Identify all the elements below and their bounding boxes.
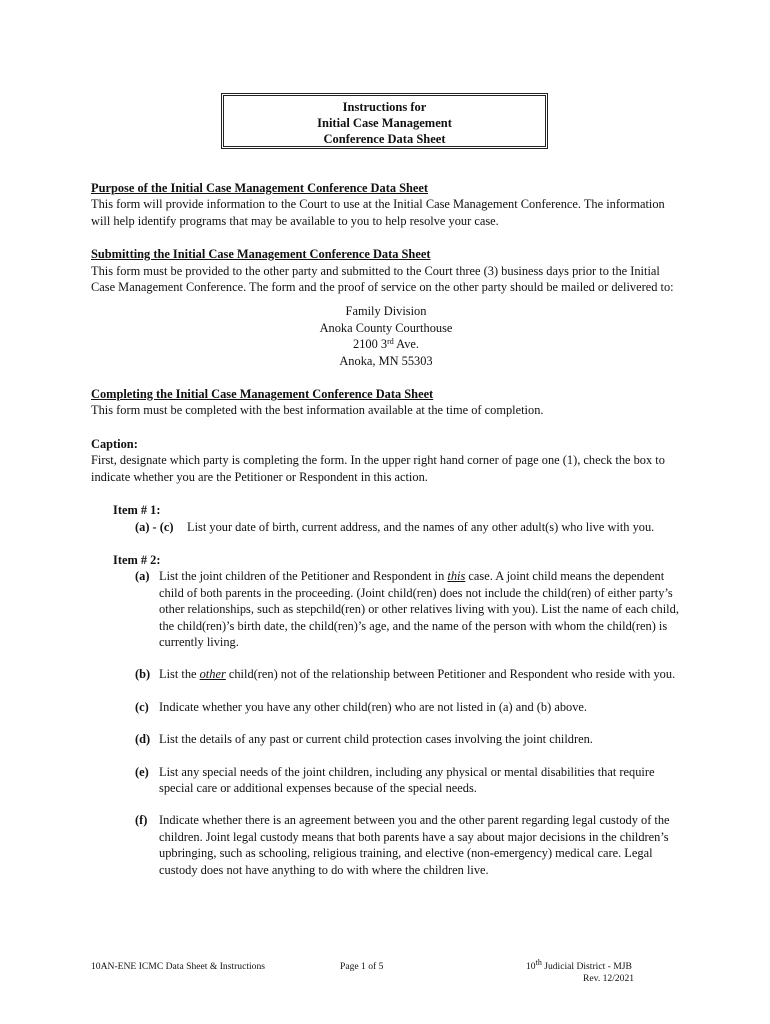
item-2b-label: (b) (135, 667, 151, 682)
item-2a-text: List the joint children of the Petitioner and Respondent in this case. A joint child means the dependent child of both parents in the proceeding. (Joint child(ren) does not include the child(ren) of either party’s other relationships, such as stepchild(ren) or other relatives living with you). List the name of each child, the child(ren)’s birth date, the child(ren)’s age, and the name of the person with whom the child(ren) is currently living. (159, 569, 679, 649)
title-line-1: Instructions for (342, 100, 427, 114)
item-2d-label: (d) (135, 732, 151, 747)
completing-section (91, 386, 681, 419)
item-2a (91, 568, 681, 650)
item-2d (91, 731, 681, 747)
caption-heading: Caption: (91, 436, 138, 451)
purpose-text: This form will provide information to the Court to use at the Initial Case Management Conference. The information will help identify programs that may be available to you to help resolve your case. (91, 197, 665, 228)
title-box (221, 93, 548, 149)
item-2b-text: List the other child(ren) not of the relationship between Petitioner and Respondent who reside with you. (159, 667, 676, 682)
item-1-title: Item # 1: (113, 503, 161, 518)
address-line-3: 2100 3rd Ave. (353, 337, 419, 352)
title-line-2: Initial Case Management (317, 116, 452, 130)
purpose-heading: Purpose of the Initial Case Management Conference Data Sheet (91, 181, 429, 195)
footer-page-number: Page 1 of 5 (340, 961, 384, 972)
footer-district: 10th Judicial District - MJB (526, 958, 632, 972)
address-line-1: Family Division (345, 304, 427, 319)
submitting-text: This form must be provided to the other party and submitted to the Court three (3) business days prior to the Initial Case Management Conference. The form and the proof of service on the other party should be mailed or delivered to: (91, 263, 674, 295)
item-2 (113, 552, 681, 878)
caption-section (91, 436, 681, 485)
item-2e-label: (e) (135, 764, 149, 779)
item-2f (91, 812, 681, 878)
item-2c (91, 699, 681, 715)
item-2b (91, 666, 681, 682)
completing-text: This form must be completed with the best information available at the time of completion. (91, 403, 544, 418)
footer-revision: Rev. 12/2021 (583, 973, 635, 984)
item-2a-label: (a) (135, 569, 150, 584)
item-2e-text: List any special needs of the joint children, including any physical or mental disabilities that require special care or additional expenses because of the special needs. (159, 764, 655, 795)
address-line-2: Anoka County Courthouse (319, 320, 453, 335)
item-1-label: (a) - (c) (135, 519, 174, 534)
submitting-section (91, 246, 681, 369)
item-2f-text: Indicate whether there is an agreement between you and the other parent regarding legal custody of the children. Joint legal custody means that both parents have a say about major decisions in the children’s upbringing, such as schooling, religious training, and elective (non-emergency) medical care. Legal custody does not have anything to do with where the children live. (159, 813, 670, 877)
item-2-title: Item # 2: (113, 552, 161, 567)
footer-form-id: 10AN-ENE ICMC Data Sheet & Instructions (91, 961, 265, 972)
item-1-entry (91, 519, 681, 535)
title-line-3: Conference Data Sheet (323, 132, 446, 146)
item-2d-text: List the details of any past or current child protection cases involving the joint children. (159, 732, 593, 747)
item-2c-text: Indicate whether you have any other child(ren) who are not listed in (a) and (b) above. (159, 699, 587, 714)
purpose-section (91, 180, 681, 229)
item-2e (91, 764, 681, 797)
document-body (91, 180, 681, 878)
court-address (91, 303, 681, 369)
submitting-heading: Submitting the Initial Case Management Conference Data Sheet (91, 247, 431, 262)
item-1-text: List your date of birth, current address, and the names of any other adult(s) who live with you. (187, 519, 655, 534)
item-2c-label: (c) (135, 699, 149, 714)
item-2f-label: (f) (135, 813, 148, 828)
address-line-4: Anoka, MN 55303 (339, 353, 433, 368)
caption-text: First, designate which party is completing the form. In the upper right hand corner of page one (1), check the box to indicate whether you are the Petitioner or Respondent in this action. (91, 453, 665, 484)
completing-heading: Completing the Initial Case Management Conference Data Sheet (91, 387, 434, 402)
item-1 (113, 502, 681, 535)
